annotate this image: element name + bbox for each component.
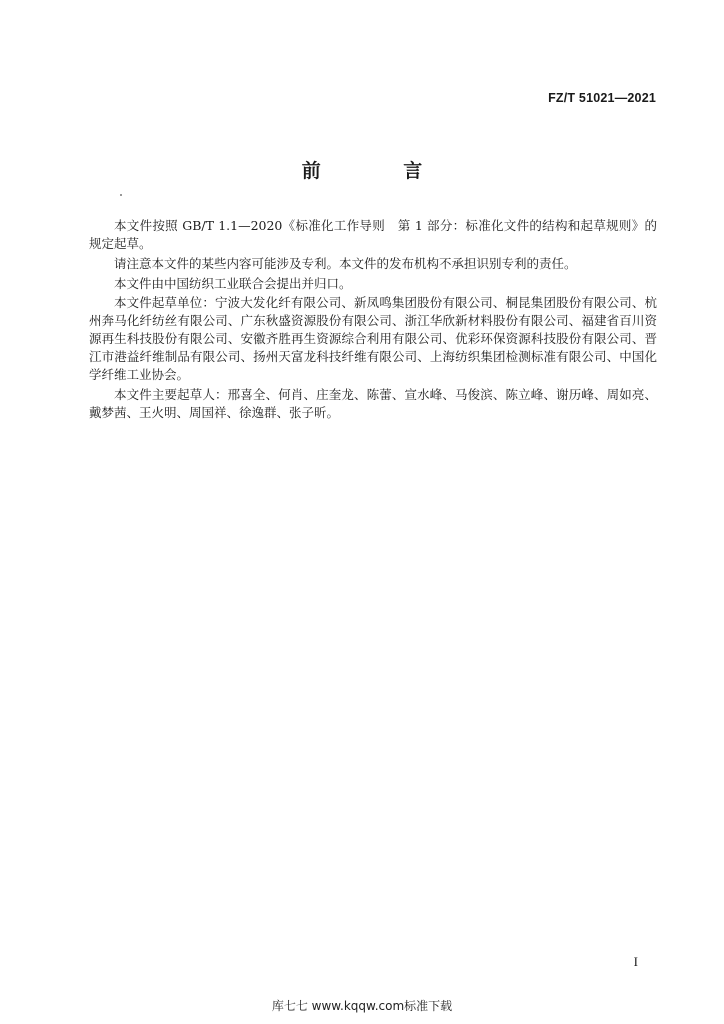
foreword-body <box>89 217 657 424</box>
page-title: 前 言 <box>301 160 461 182</box>
standard-code: FZ/T 51021—2021 <box>548 91 656 105</box>
page-number: I <box>633 954 638 969</box>
paragraph-patent-notice: 请注意本文件的某些内容可能涉及专利。本文件的发布机构不承担识别专利的责任。 <box>114 255 577 271</box>
paragraph-drafters: 本文件主要起草人：邢喜全、何肖、庄奎龙、陈蕾、宣水峰、马俊滨、陈立峰、谢历峰、周如亮、戴梦茜、王火明、周国祥、徐逸群、张子昕。 <box>89 387 657 421</box>
scan-speck <box>120 194 122 196</box>
paragraph-proposer: 本文件由中国纺织工业联合会提出并归口。 <box>114 275 352 291</box>
download-site-footer: 库七七 www.kqqw.com标准下载 <box>271 999 453 1013</box>
paragraph-drafting-units: 本文件起草单位：宁波大发化纤有限公司、新凤鸣集团股份有限公司、桐昆集团股份有限公司、杭州奔马化纤纺丝有限公司、广东秋盛资源股份有限公司、浙江华欣新材料股份有限公司、福建省百川资源再生科技股份有限公司、安徽齐胜再生资源综合利用有限公司、优彩环保资源科技股份有限公司、晋江市港益纤维制品有限公司、扬州天富龙科技纤维有限公司、上海纺织集团检测标准有限公司、中国化学纤维工业协会。 <box>89 295 657 383</box>
paragraph-drafting-rules: 本文件按照 GB/T 1.1—2020《标准化工作导则 第 1 部分：标准化文件的结构和起草规则》的规定起草。 <box>89 218 657 251</box>
